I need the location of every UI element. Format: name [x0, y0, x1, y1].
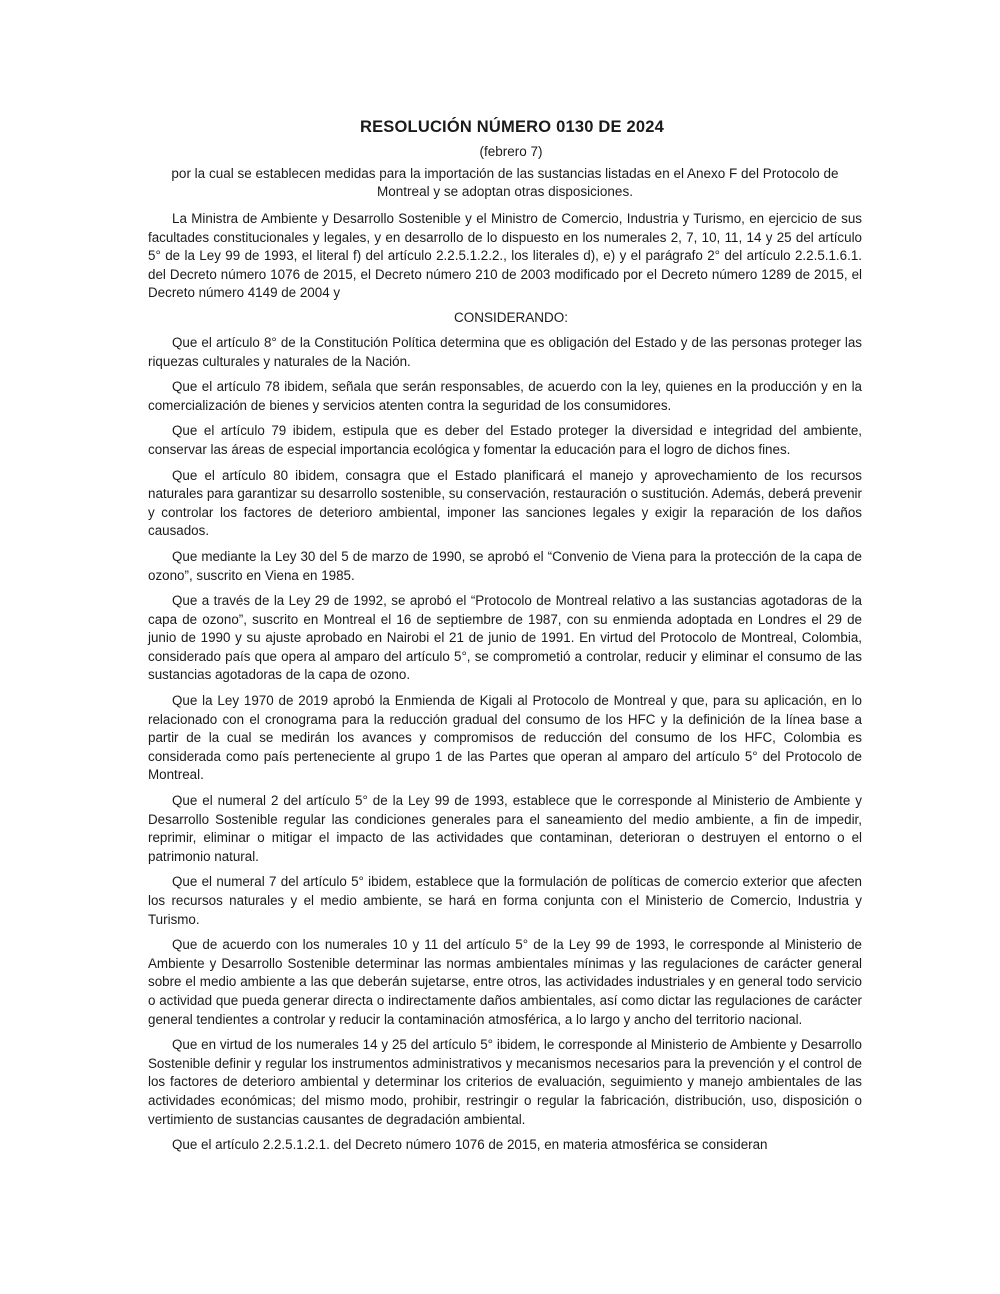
considerando-paragraph-11: Que en virtud de los numerales 14 y 25 del artículo 5° ibidem, le corresponde al Ministerio de Ambiente y Desarrollo Sostenible definir y regular los instrumentos administrativos y mecanismos necesarios para la prevención y el control de los factores de deterioro ambiental y determinar los criterios de evaluación, seguimiento y manejo ambientales de las actividades económicas; del mismo modo, prohibir, restringir o regular la fabricación, distribución, uso, disposición o vertimiento de sustancias causantes de degradación ambiental. [148, 1037, 862, 1127]
considerando-paragraph-12: Que el artículo 2.2.5.1.2.1. del Decreto número 1076 de 2015, en materia atmosférica se consideran [172, 1137, 768, 1153]
resolution-date: (febrero 7) [479, 144, 543, 159]
considerando-paragraph-5: Que mediante la Ley 30 del 5 de marzo de 1990, se aprobó el “Convenio de Viena para la protección de la capa de ozono”, suscrito en Viena en 1985. [148, 548, 862, 583]
considerando-paragraph-6: Que a través de la Ley 29 de 1992, se aprobó el “Protocolo de Montreal relativo a las sustancias agotadoras de la capa de ozono”, suscrito en Montreal el 16 de septiembre de 1987, con su enmienda adoptada en Londres el 29 de junio de 1990 y su ajuste aprobado en Nairobi el 21 de junio de 1991. En virtud del Protocolo de Montreal, Colombia, considerado país que opera al amparo del artículo 5°, se comprometió a controlar, reducir y eliminar el consumo de las sustancias agotadoras de la capa de ozono. [148, 593, 862, 683]
considerando-paragraph-10: Que de acuerdo con los numerales 10 y 11 del artículo 5° de la Ley 99 de 1993, le corresponde al Ministerio de Ambiente y Desarrollo Sostenible determinar las normas ambientales mínimas y las regulaciones de carácter general sobre el medio ambiente a las que deberán sujetarse, entre otros, las actividades industriales y en general todo servicio o actividad que pueda generar directa o indirectamente daños ambientales, así como dictar las regulaciones de carácter general tendientes a controlar y reducir la contaminación atmosférica, a lo largo y ancho del territorio nacional. [148, 937, 862, 1027]
considerando-paragraph-9: Que el numeral 7 del artículo 5° ibidem, establece que la formulación de políticas de comercio exterior que afecten los recursos naturales y el medio ambiente, se hará en forma conjunta con el Ministerio de Comercio, Industria y Turismo. [148, 874, 862, 927]
resolution-subtitle: por la cual se establecen medidas para la importación de las sustancias listadas en el Anexo F del Protocolo de Montreal y se adoptan otras disposiciones. [171, 166, 839, 199]
document-page [148, 118, 862, 1162]
considerando-paragraph-2: Que el artículo 78 ibidem, señala que serán responsables, de acuerdo con la ley, quienes en la producción y en la comercialización de bienes y servicios atenten contra la seguridad de los consumidores. [148, 379, 862, 413]
section-heading: CONSIDERANDO: [453, 309, 568, 325]
considerando-paragraph-7: Que la Ley 1970 de 2019 aprobó la Enmienda de Kigali al Protocolo de Montreal y que, para su aplicación, en lo relacionado con el cronograma para la reducción gradual del consumo de los HFC y la definición de la línea base a partir de la cual se medirán los avances y compromisos de reducción del consumo de los HFC, Colombia es considerada como país perteneciente al grupo 1 de las Partes que operan al amparo del artículo 5° del Protocolo de Montreal. [148, 693, 862, 783]
considerando-paragraph-1: Que el artículo 8° de la Constitución Política determina que es obligación del Estado y de las personas proteger las riquezas culturales y naturales de la Nación. [148, 334, 862, 369]
considerando-paragraph-4: Que el artículo 80 ibidem, consagra que el Estado planificará el manejo y aprovechamiento de los recursos naturales para garantizar su desarrollo sostenible, su conservación, restauración o sustitución. Además, deberá prevenir y controlar los factores de deterioro ambiental, imponer las sanciones legales y exigir la reparación de los daños causados. [148, 467, 862, 539]
considerando-paragraph-3: Que el artículo 79 ibidem, estipula que es deber del Estado proteger la diversidad e integridad del ambiente, conservar las áreas de especial importancia ecológica y fomentar la educación para el logro de dichos fines. [148, 423, 862, 457]
intro-paragraph: La Ministra de Ambiente y Desarrollo Sostenible y el Ministro de Comercio, Industria y Turismo, en ejercicio de sus facultades constitucionales y legales, y en desarrollo de lo dispuesto en los numerales 2, 7, 10, 11, 14 y 25 del artículo 5° de la Ley 99 de 1993, el literal f) del artículo 2.2.5.1.2.2., los literales d), e) y el parágrafo 2° del artículo 2.2.5.1.6.1. del Decreto número 1076 de 2015, el Decreto número 210 de 2003 modificado por el Decreto número 1289 de 2015, el Decreto número 4149 de 2004 y [148, 211, 862, 301]
considerando-paragraph-8: Que el numeral 2 del artículo 5° de la Ley 99 de 1993, establece que le corresponde al Ministerio de Ambiente y Desarrollo Sostenible regular las condiciones generales para el saneamiento del medio ambiente, a fin de impedir, reprimir, eliminar o mitigar el impacto de las actividades que contaminan, deterioran o destruyen el entorno o el patrimonio natural. [148, 793, 862, 864]
resolution-title: RESOLUCIÓN NÚMERO 0130 DE 2024 [359, 118, 664, 136]
